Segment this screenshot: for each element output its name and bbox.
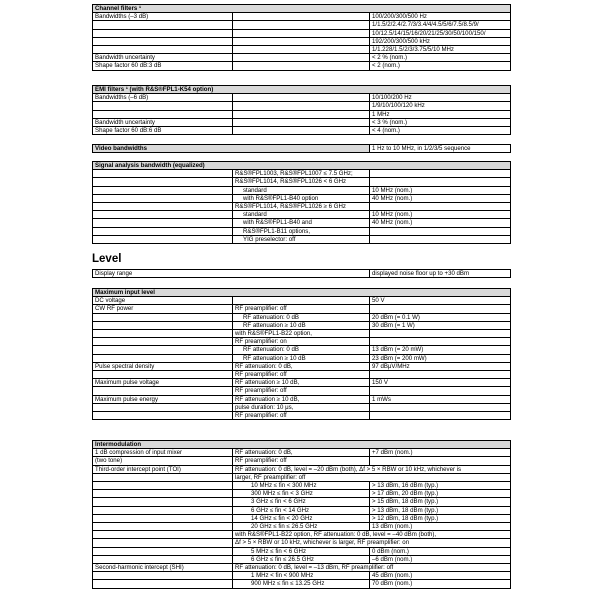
cell <box>233 21 370 29</box>
cell <box>233 37 370 45</box>
cell <box>93 227 233 235</box>
cell: 6 GHz ≤ fin ≤ 26.5 GHz <box>233 555 370 563</box>
cell: RF preamplifier: off <box>233 457 370 465</box>
cell: < 3 % (nom.) <box>370 118 511 126</box>
cell: 20 GHz ≤ fin ≤ 26.5 GHz <box>233 523 370 531</box>
cell: 900 MHz ≤ fin ≤ 13.25 GHz <box>233 580 370 588</box>
intermod-header: Intermodulation <box>93 441 511 449</box>
cell <box>93 580 233 588</box>
cell <box>370 305 511 313</box>
cell: 14 GHz ≤ fin < 20 GHz <box>233 514 370 522</box>
cell <box>93 313 233 321</box>
cell <box>93 523 233 531</box>
cell: > 12 dBm, 18 dBm (typ.) <box>370 514 511 522</box>
cell <box>370 203 511 211</box>
cell: 0 dBm (nom.) <box>370 547 511 555</box>
cell <box>93 412 233 420</box>
cell <box>370 330 511 338</box>
cell: RF attenuation ≥ 10 dB, <box>233 379 370 387</box>
cell: CW RF power <box>93 305 233 313</box>
cell: RF attenuation ≥ 10 dB <box>233 321 370 329</box>
cell: 10/100/200 Hz <box>370 94 511 102</box>
cell <box>370 387 511 395</box>
cell <box>233 118 370 126</box>
cell: standard <box>233 186 370 194</box>
display-range-label: Display range <box>93 270 370 278</box>
cell: R&S®FPL1-B11 options, <box>233 227 370 235</box>
cell: 50 V <box>370 297 511 305</box>
cell: 40 MHz (nom.) <box>370 194 511 202</box>
cell: 1 MHz < fin < 900 MHz <box>233 572 370 580</box>
video-bandwidths-table <box>92 144 511 153</box>
display-range-table <box>92 269 511 278</box>
cell <box>93 490 233 498</box>
cell: 13 dBm (= 20 mW) <box>370 346 511 354</box>
cell: Bandwidths (–3 dB) <box>93 13 233 21</box>
cell: DC voltage <box>93 297 233 305</box>
cell <box>93 203 233 211</box>
cell: Maximum pulse voltage <box>93 379 233 387</box>
cell <box>233 13 370 21</box>
cell: 3 GHz ≤ fin < 6 GHz <box>233 498 370 506</box>
cell <box>233 110 370 118</box>
channel-filters-header: Channel filters ¹ <box>93 5 511 13</box>
cell: Maximum pulse energy <box>93 395 233 403</box>
cell: 6 GHz ≤ fin < 14 GHz <box>233 506 370 514</box>
cell <box>93 403 233 411</box>
cell: 23 dBm (= 200 mW) <box>370 354 511 362</box>
cell <box>370 457 511 465</box>
cell: Second-harmonic intercept (SHI) <box>93 564 233 572</box>
cell <box>370 227 511 235</box>
cell <box>93 498 233 506</box>
cell <box>93 346 233 354</box>
cell: with R&S®FPL1-B22 option, <box>233 330 370 338</box>
cell <box>93 473 233 481</box>
cell: RF attenuation: 0 dB, level = –20 dBm (both), Δf > 5 × RBW or 10 kHz, whichever is <box>233 465 511 473</box>
cell <box>93 330 233 338</box>
cell <box>93 102 233 110</box>
cell: R&S®FPL1003, R&S®FPL1007 ≤ 7.5 GHz; <box>233 170 370 178</box>
cell: 1/9/10/100/120 kHz <box>370 102 511 110</box>
cell <box>93 531 233 539</box>
cell <box>93 338 233 346</box>
cell <box>93 235 233 243</box>
cell: R&S®FPL1014, R&S®FPL1026 ≥ 6 GHz <box>233 203 370 211</box>
cell: RF preamplifier: off <box>233 305 370 313</box>
cell <box>370 412 511 420</box>
cell <box>93 371 233 379</box>
cell: Shape factor 60 dB:3 dB <box>93 62 233 70</box>
cell: RF preamplifier: on <box>233 338 370 346</box>
cell: RF attenuation ≥ 10 dB, <box>233 395 370 403</box>
cell: 30 dBm (= 1 W) <box>370 321 511 329</box>
signal-analysis-bandwidth-table <box>92 161 511 244</box>
cell: 1 MHz <box>370 110 511 118</box>
cell: 97 dBμV/MHz <box>370 362 511 370</box>
cell <box>93 354 233 362</box>
max-input-header: Maximum input level <box>93 289 511 297</box>
cell <box>93 555 233 563</box>
cell: 10 MHz ≤ fin < 300 MHz <box>233 482 370 490</box>
cell: pulse duration: 10 μs, <box>233 403 370 411</box>
cell: < 2 % (nom.) <box>370 54 511 62</box>
cell: Δf > 5 × RBW or 10 kHz, whichever is larger, RF preamplifier: on <box>233 539 511 547</box>
signal-analysis-header: Signal analysis bandwidth (equalized) <box>93 162 511 170</box>
cell <box>93 514 233 522</box>
cell: +7 dBm (nom.) <box>370 449 511 457</box>
cell <box>93 321 233 329</box>
cell: 1 Hz to 10 MHz, in 1/2/3/5 sequence <box>370 145 511 153</box>
cell <box>93 219 233 227</box>
emi-filters-table <box>92 85 511 135</box>
cell <box>370 235 511 243</box>
cell <box>93 572 233 580</box>
cell <box>93 539 233 547</box>
cell: RF preamplifier: off <box>233 371 370 379</box>
cell <box>370 338 511 346</box>
max-input-level-table <box>92 288 511 420</box>
cell <box>93 110 233 118</box>
cell <box>233 29 370 37</box>
cell <box>233 297 370 305</box>
cell <box>233 62 370 70</box>
cell: 10 MHz (nom.) <box>370 186 511 194</box>
cell: RF preamplifier: off <box>233 387 370 395</box>
cell <box>370 403 511 411</box>
cell <box>93 194 233 202</box>
cell: with R&S®FPL1-B40 option <box>233 194 370 202</box>
cell: > 13 dBm, 16 dBm (typ.) <box>370 482 511 490</box>
cell <box>93 547 233 555</box>
cell: standard <box>233 211 370 219</box>
cell <box>233 46 370 54</box>
cell: Bandwidth uncertainty <box>93 54 233 62</box>
cell <box>93 170 233 178</box>
cell: 70 dBm (nom.) <box>370 580 511 588</box>
cell: 40 MHz (nom.) <box>370 219 511 227</box>
cell: 45 dBm (nom.) <box>370 572 511 580</box>
cell <box>93 37 233 45</box>
cell <box>370 178 511 186</box>
cell: 10/12.5/14/15/16/20/21/25/30/50/100/150/ <box>370 29 511 37</box>
cell: with R&S®FPL1-B40 and <box>233 219 370 227</box>
cell: Pulse spectral density <box>93 362 233 370</box>
cell: > 15 dBm, 18 dBm (typ.) <box>370 498 511 506</box>
emi-filters-header: EMI filters ¹ (with R&S®FPL1-K54 option) <box>93 86 511 94</box>
channel-filters-table <box>92 4 511 71</box>
cell: 1/1.5/2/2.4/2.7/3/3.4/4/4.5/5/6/7.5/8.5/9/ <box>370 21 511 29</box>
cell <box>93 178 233 186</box>
cell <box>93 186 233 194</box>
cell: 13 dBm (nom.) <box>370 523 511 531</box>
cell <box>93 506 233 514</box>
cell <box>93 21 233 29</box>
cell: RF attenuation: 0 dB, <box>233 362 370 370</box>
cell <box>370 170 511 178</box>
cell: 192/200/300/500 kHz <box>370 37 511 45</box>
cell: RF attenuation: 0 dB <box>233 313 370 321</box>
cell: larger, RF preamplifier: off <box>233 473 511 481</box>
video-bandwidths-label: Video bandwidths <box>93 145 370 153</box>
cell <box>93 211 233 219</box>
cell: 1 mWs <box>370 395 511 403</box>
cell: < 2 (nom.) <box>370 62 511 70</box>
cell: displayed noise floor up to +30 dBm <box>370 270 511 278</box>
cell: Bandwidths (–6 dB) <box>93 94 233 102</box>
cell: 150 V <box>370 379 511 387</box>
cell: YIG preselector: off <box>233 235 370 243</box>
cell: RF attenuation: 0 dB, <box>233 449 370 457</box>
cell: 300 MHz ≤ fin < 3 GHz <box>233 490 370 498</box>
cell: –6 dBm (nom.) <box>370 555 511 563</box>
cell <box>93 46 233 54</box>
cell: 1/1.228/1.5/2/3/3.75/5/10 MHz <box>370 46 511 54</box>
cell: > 13 dBm, 18 dBm (typ.) <box>370 506 511 514</box>
cell <box>93 482 233 490</box>
intermodulation-table <box>92 440 511 589</box>
cell: 5 MHz ≤ fin < 6 GHz <box>233 547 370 555</box>
cell: < 4 (nom.) <box>370 127 511 135</box>
cell: R&S®FPL1014, R&S®FPL1026 < 6 GHz <box>233 178 370 186</box>
cell: 1 dB compression of input mixer <box>93 449 233 457</box>
cell: 20 dBm (= 0.1 W) <box>370 313 511 321</box>
cell: 100/200/300/500 Hz <box>370 13 511 21</box>
cell <box>233 102 370 110</box>
cell: RF attenuation: 0 dB <box>233 346 370 354</box>
cell: Bandwidth uncertainty <box>93 118 233 126</box>
level-section-title: Level <box>92 253 122 265</box>
cell: > 17 dBm, 20 dBm (typ.) <box>370 490 511 498</box>
cell: Shape factor 60 dB:6 dB <box>93 127 233 135</box>
cell: RF preamplifier: off <box>233 412 370 420</box>
cell <box>233 127 370 135</box>
cell: Third-order intercept point (TOI) <box>93 465 233 473</box>
cell <box>233 54 370 62</box>
cell: 10 MHz (nom.) <box>370 211 511 219</box>
cell: RF attenuation ≥ 10 dB <box>233 354 370 362</box>
cell: RF attenuation: 0 dB, level = –13 dBm, RF preamplifier: off <box>233 564 511 572</box>
cell: (two tone) <box>93 457 233 465</box>
cell <box>93 29 233 37</box>
cell <box>370 371 511 379</box>
cell <box>93 387 233 395</box>
cell: with R&S®FPL1-B22 option, RF attenuation: 0 dB, level = –40 dBm (both), <box>233 531 511 539</box>
cell <box>233 94 370 102</box>
